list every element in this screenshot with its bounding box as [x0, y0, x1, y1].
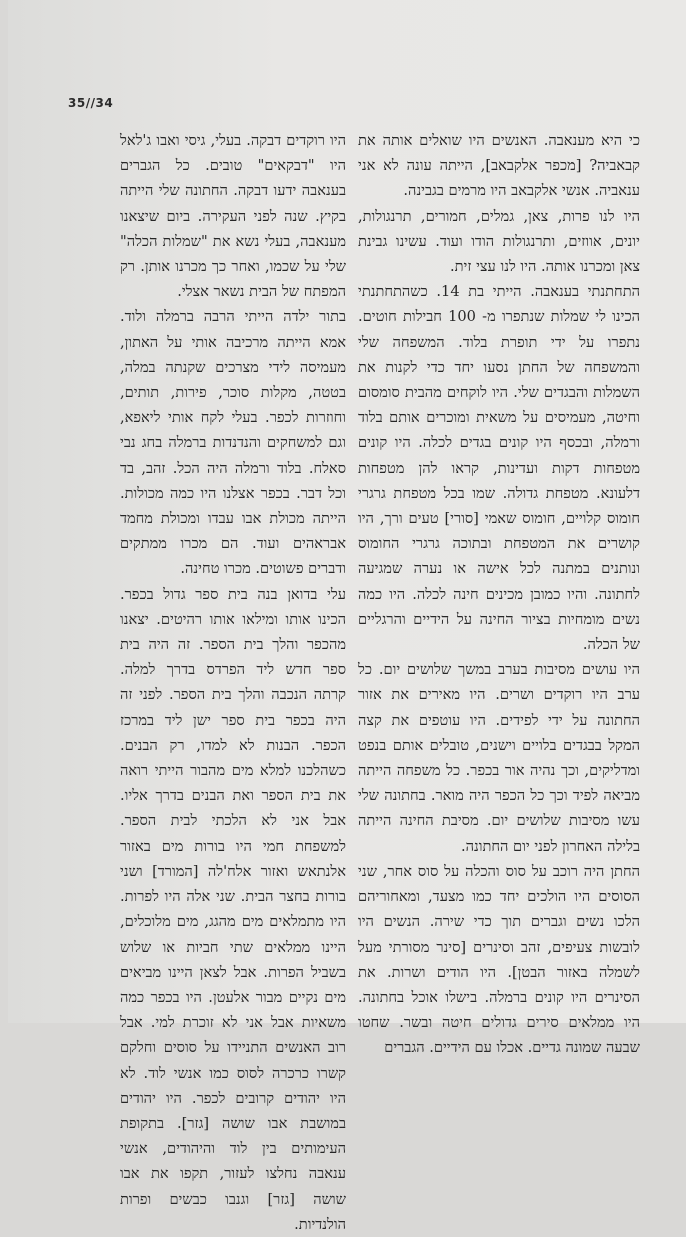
text-column-right — [358, 128, 640, 1057]
paragraph: התחתנתי בענאבה. הייתי בת 14. כשהתחתנתי הכינו לי שמלות שנתפרו מ- 100 חבילות חוטים. נתפרו על ידי תופרת בלוד. המשפחה שלי והמשפחה של החתן נסעו יחד כדי לקנות את השמלות והבגדים שלי. היו לוקחים מהבית סומסום וחיטה, מעמיסים על משאית ומוכרים אותם בלוד ורמלה, ובכסף היו קונים בגדים לכלה. היו קונים מטפחות דקות ועדינות, קראו להן מטפחות דלעונא. מטפחת גדולה. שמו בכל מטפחת גרגרי חומוס קלויים, חומוס שאמי [סורי] טעים ורך, היו קושרים את המטפחת ובתוכה גרגרי החומוס ונותנים במתנה לכל אישה או נערה שמגיעה לחתונה. והיו כמובן מכינים חינה לכלה. היו כמה נשים מומחיות בציור החינה על הידיים והרגליים של הכלה. — [358, 283, 640, 654]
page-number: 35//34 — [68, 96, 114, 110]
paragraph: היו לנו פרות, צאן, גמלים, חמורים, תרנגולות, יונים, אווזים, ותרנגולות הודו ועוד. עשינו גבינת צאן ומכרנו אותה. היו לנו עצי זית. — [358, 207, 640, 276]
paragraph: היו רוקדים דבקה. בעלי, גיסי ואבו ג'לאל היו "דבקאים" טובים. כל הגברים בענאבה ידעו דבקה. החתונה שלי הייתה בקיץ. שנה לפני העקירה. ביום שיצאנו מענאבה, בעלי נשא את "שמלות הכלה" שלי על שכמו, ואחר כך מכרנו אותן. רק המפתח של הבית נשאר אצלי. — [120, 132, 346, 301]
paragraph: עלי בדואן בנה בית ספר גדול בכפר. הכינו אותו ומילאו אותו רהיטים. יצאנו מהכפר והלך בית הספר. זה היה בית ספר חדש ליד הפרדס בדרך למלה. קרתה הנכבה והלך בית הספר. לפני זה היה בכפר בית ספר ישן ליד במרכז הכפר. הבנות לא למדו, רק הבנים. כשהלכנו למלא מים מהבור הייתי רואה את בית הספר ואת הבנים בדרך אליו. אבל אני לא הלכתי לבית הספר. למשפחת חמי היו בורות מים באזור אלנתאש ואזור אלח'לה [המורד] ושני בורות בחצר הבית. שני אלה היו לפרות. היו מתמלאים מים מהגג, מים מלוכלים, היינו ממלאים שתי חביות או שלוש בשביל הפרות. אבל לצאן היינו מביאים מים נקיים מבור אלעטן. היו בכפר כמה משאיות אבל אני לא זוכרת למי. אבל רוב האנשים התניידו על סוסים וחלקם קשרו כרכרה לסוס כמו אנשי לוד. לא היו יהודים קרובים לכפר. היו יהודים במושבת אבו שושה [גזר]. בתקופת העימותים בין לוד והיהודים, אנשי ענאבה נחלצו לעזור, תקפו את אבו שושה [גזר] וגנבו כבשים ופרות הולנדיות. — [120, 585, 346, 1233]
paragraph: כי היא מענאבה. האנשים היו שואלים אותה את קבאביה? [מכפר אלקבאב], הייתה עונה לא אני ענאביה. אנשי אלקבאב היו מרמים בגבינה. — [358, 132, 640, 200]
text-column-left — [120, 128, 346, 1233]
paragraph: בתור ילדה הייתי הרבה ברמלה ולוד. אמא הייתה מרכיבה אותי על האתון, מעמיסה לידי מצרכים שקנתה במלה, בטטה, מקלות סוכר, פירות, תותים, וחוזרות לכפר. בעלי לקח אותי ליאפא, וגם למשחקים והנדנדות ברמלה בחג נבי סאלח. בלוד ורמלה היה הכל. זהב, בד וכל דבר. בכפר אצלנו היו כמה מכולות. הייתה מכולת אבו עבדו ומכולת מחמד אבראהים ועוד. הם מכרו ממתקים ודברים פשוטים. מכרו טחינה. — [120, 308, 346, 578]
paragraph: היו עושים מסיבות בערב במשך שלושים יום. כל ערב היו רוקדים ושרים. היו מאירים את אזור החתונה על ידי לפידים. היו עוטפים את קצה המקל בבגדים בלויים וישנים, טובלים אותם בנפט ומדליקים, וכך נהיה אור בכפר. כל משפחה הייתה מביאה לפיד וכך כל הכפר היה מואר. בחתונה שלי עשו מסיבות שלושים יום. מסיבת החינה הייתה בלילה האחרון לפני יום החתונה. — [358, 661, 640, 855]
book-page — [8, 0, 686, 1233]
paragraph: החתן היה רוכב על סוס והכלה על סוס אחר, שני הסוסים היו הולכים יחד כמו מצעד, ומאחוריהם הלכו נשים וגברים תוך כדי שירה. הנשים היו לובשות צעיפים, זהב וסינרים [סינר מסורתי מעל לשמלה באזור הבטן]. היו הודים ושרות. את הסינרים היו קונים ברמלה. בישלו אוכל בחתונה. היו ממלאים סירים גדולים חיטה ובשר. שחטו שבעה שמונה גדיים. אכלו עם הידיים. הגברים — [358, 862, 640, 1057]
